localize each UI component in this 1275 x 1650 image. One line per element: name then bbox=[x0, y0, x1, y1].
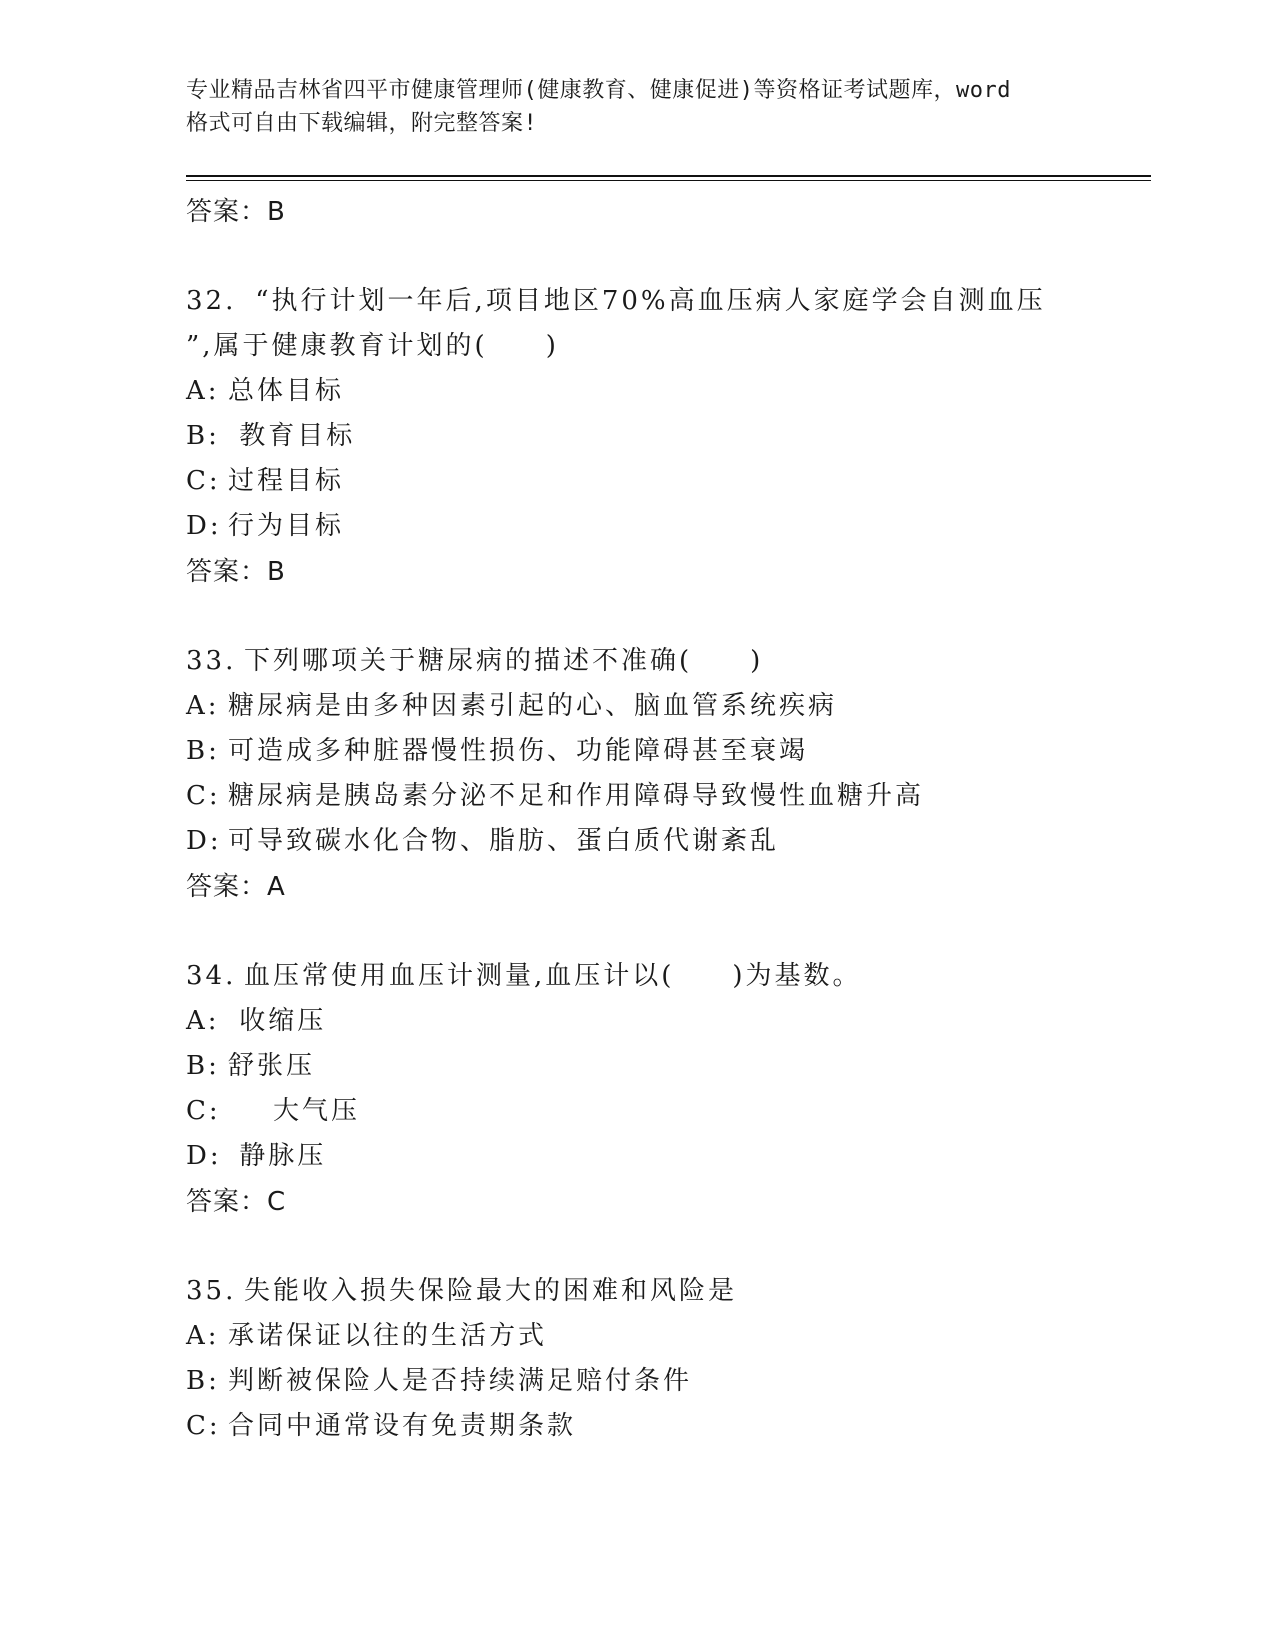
question-number: 35. bbox=[186, 1276, 237, 1306]
option-d bbox=[186, 819, 1146, 864]
option-key: C: bbox=[186, 466, 221, 496]
option-b bbox=[186, 1044, 1146, 1089]
option-text: 承诺保证以往的生活方式 bbox=[228, 1321, 548, 1351]
option-text: 收缩压 bbox=[228, 1006, 327, 1036]
option-text: 行为目标 bbox=[228, 511, 345, 541]
question-stem bbox=[186, 639, 1146, 684]
spacer bbox=[186, 1225, 1146, 1269]
option-a bbox=[186, 999, 1146, 1044]
option-a bbox=[186, 369, 1146, 414]
option-b bbox=[186, 729, 1146, 774]
option-d bbox=[186, 504, 1146, 549]
option-text: 总体目标 bbox=[228, 376, 345, 406]
header-divider-thin bbox=[186, 180, 1151, 181]
option-d bbox=[186, 1134, 1146, 1179]
option-key: B: bbox=[186, 1366, 220, 1396]
question-stem bbox=[186, 279, 1146, 324]
option-key: B: bbox=[186, 421, 220, 451]
option-text: 可导致碳水化合物、脂肪、蛋白质代谢紊乱 bbox=[228, 826, 780, 856]
question-stem-text: “执行计划一年后,项目地区70%高血压病人家庭学会自测血压 bbox=[244, 286, 1046, 316]
option-key: A: bbox=[186, 376, 220, 406]
option-text: 糖尿病是胰岛素分泌不足和作用障碍导致慢性血糖升高 bbox=[228, 781, 925, 811]
option-c bbox=[186, 459, 1146, 504]
option-text: 教育目标 bbox=[228, 421, 356, 451]
question-stem bbox=[186, 954, 1146, 999]
question-stem-text: 下列哪项关于糖尿病的描述不准确( ) bbox=[244, 646, 764, 676]
spacer bbox=[186, 910, 1146, 954]
question-35 bbox=[186, 1269, 1146, 1449]
option-key: C: bbox=[186, 1096, 221, 1126]
option-key: A: bbox=[186, 1321, 220, 1351]
option-text: 判断被保险人是否持续满足赔付条件 bbox=[228, 1366, 693, 1396]
header-line-2: 格式可自由下载编辑，附完整答案! bbox=[186, 111, 538, 136]
question-number: 32. bbox=[186, 286, 237, 316]
option-key: A: bbox=[186, 1006, 220, 1036]
option-text: 舒张压 bbox=[228, 1051, 316, 1081]
option-c bbox=[186, 1404, 1146, 1449]
option-key: C: bbox=[186, 1411, 221, 1441]
answer-32: 答案：B bbox=[186, 557, 286, 587]
option-key: A: bbox=[186, 691, 220, 721]
option-key: B: bbox=[186, 736, 220, 766]
question-stem bbox=[186, 1269, 1146, 1314]
option-text: 静脉压 bbox=[228, 1141, 327, 1171]
option-text: 过程目标 bbox=[228, 466, 345, 496]
question-33 bbox=[186, 639, 1146, 910]
option-a bbox=[186, 1314, 1146, 1359]
option-text: 可造成多种脏器慢性损伤、功能障碍甚至衰竭 bbox=[228, 736, 809, 766]
answer-34: 答案：C bbox=[186, 1187, 287, 1217]
header-line-1: 专业精品吉林省四平市健康管理师(健康教育、健康促进)等资格证考试题库，word bbox=[186, 78, 1011, 103]
question-number: 34. bbox=[186, 961, 237, 991]
option-c bbox=[186, 1089, 1146, 1134]
previous-answer: 答案：B bbox=[186, 197, 286, 227]
option-a bbox=[186, 684, 1146, 729]
question-list bbox=[186, 189, 1146, 1449]
question-stem-text: 失能收入损失保险最大的困难和风险是 bbox=[244, 1276, 738, 1306]
option-key: D: bbox=[186, 511, 222, 541]
page-header bbox=[186, 74, 1086, 140]
option-key: D: bbox=[186, 826, 222, 856]
option-key: D: bbox=[186, 1141, 222, 1171]
option-key: B: bbox=[186, 1051, 220, 1081]
answer-33: 答案：A bbox=[186, 872, 286, 902]
option-b bbox=[186, 1359, 1146, 1404]
question-34 bbox=[186, 954, 1146, 1225]
spacer bbox=[186, 235, 1146, 279]
question-32 bbox=[186, 279, 1146, 595]
option-key: C: bbox=[186, 781, 221, 811]
question-number: 33. bbox=[186, 646, 237, 676]
option-text: 糖尿病是由多种因素引起的心、脑血管系统疾病 bbox=[228, 691, 838, 721]
option-b bbox=[186, 414, 1146, 459]
option-text: 合同中通常设有免责期条款 bbox=[228, 1411, 577, 1441]
header-divider-thick bbox=[186, 175, 1151, 177]
question-stem-continued: ”,属于健康教育计划的( ) bbox=[186, 331, 559, 361]
option-text: 大气压 bbox=[228, 1096, 361, 1126]
spacer bbox=[186, 595, 1146, 639]
option-c bbox=[186, 774, 1146, 819]
question-stem-text: 血压常使用血压计测量,血压计以( )为基数。 bbox=[244, 961, 862, 991]
